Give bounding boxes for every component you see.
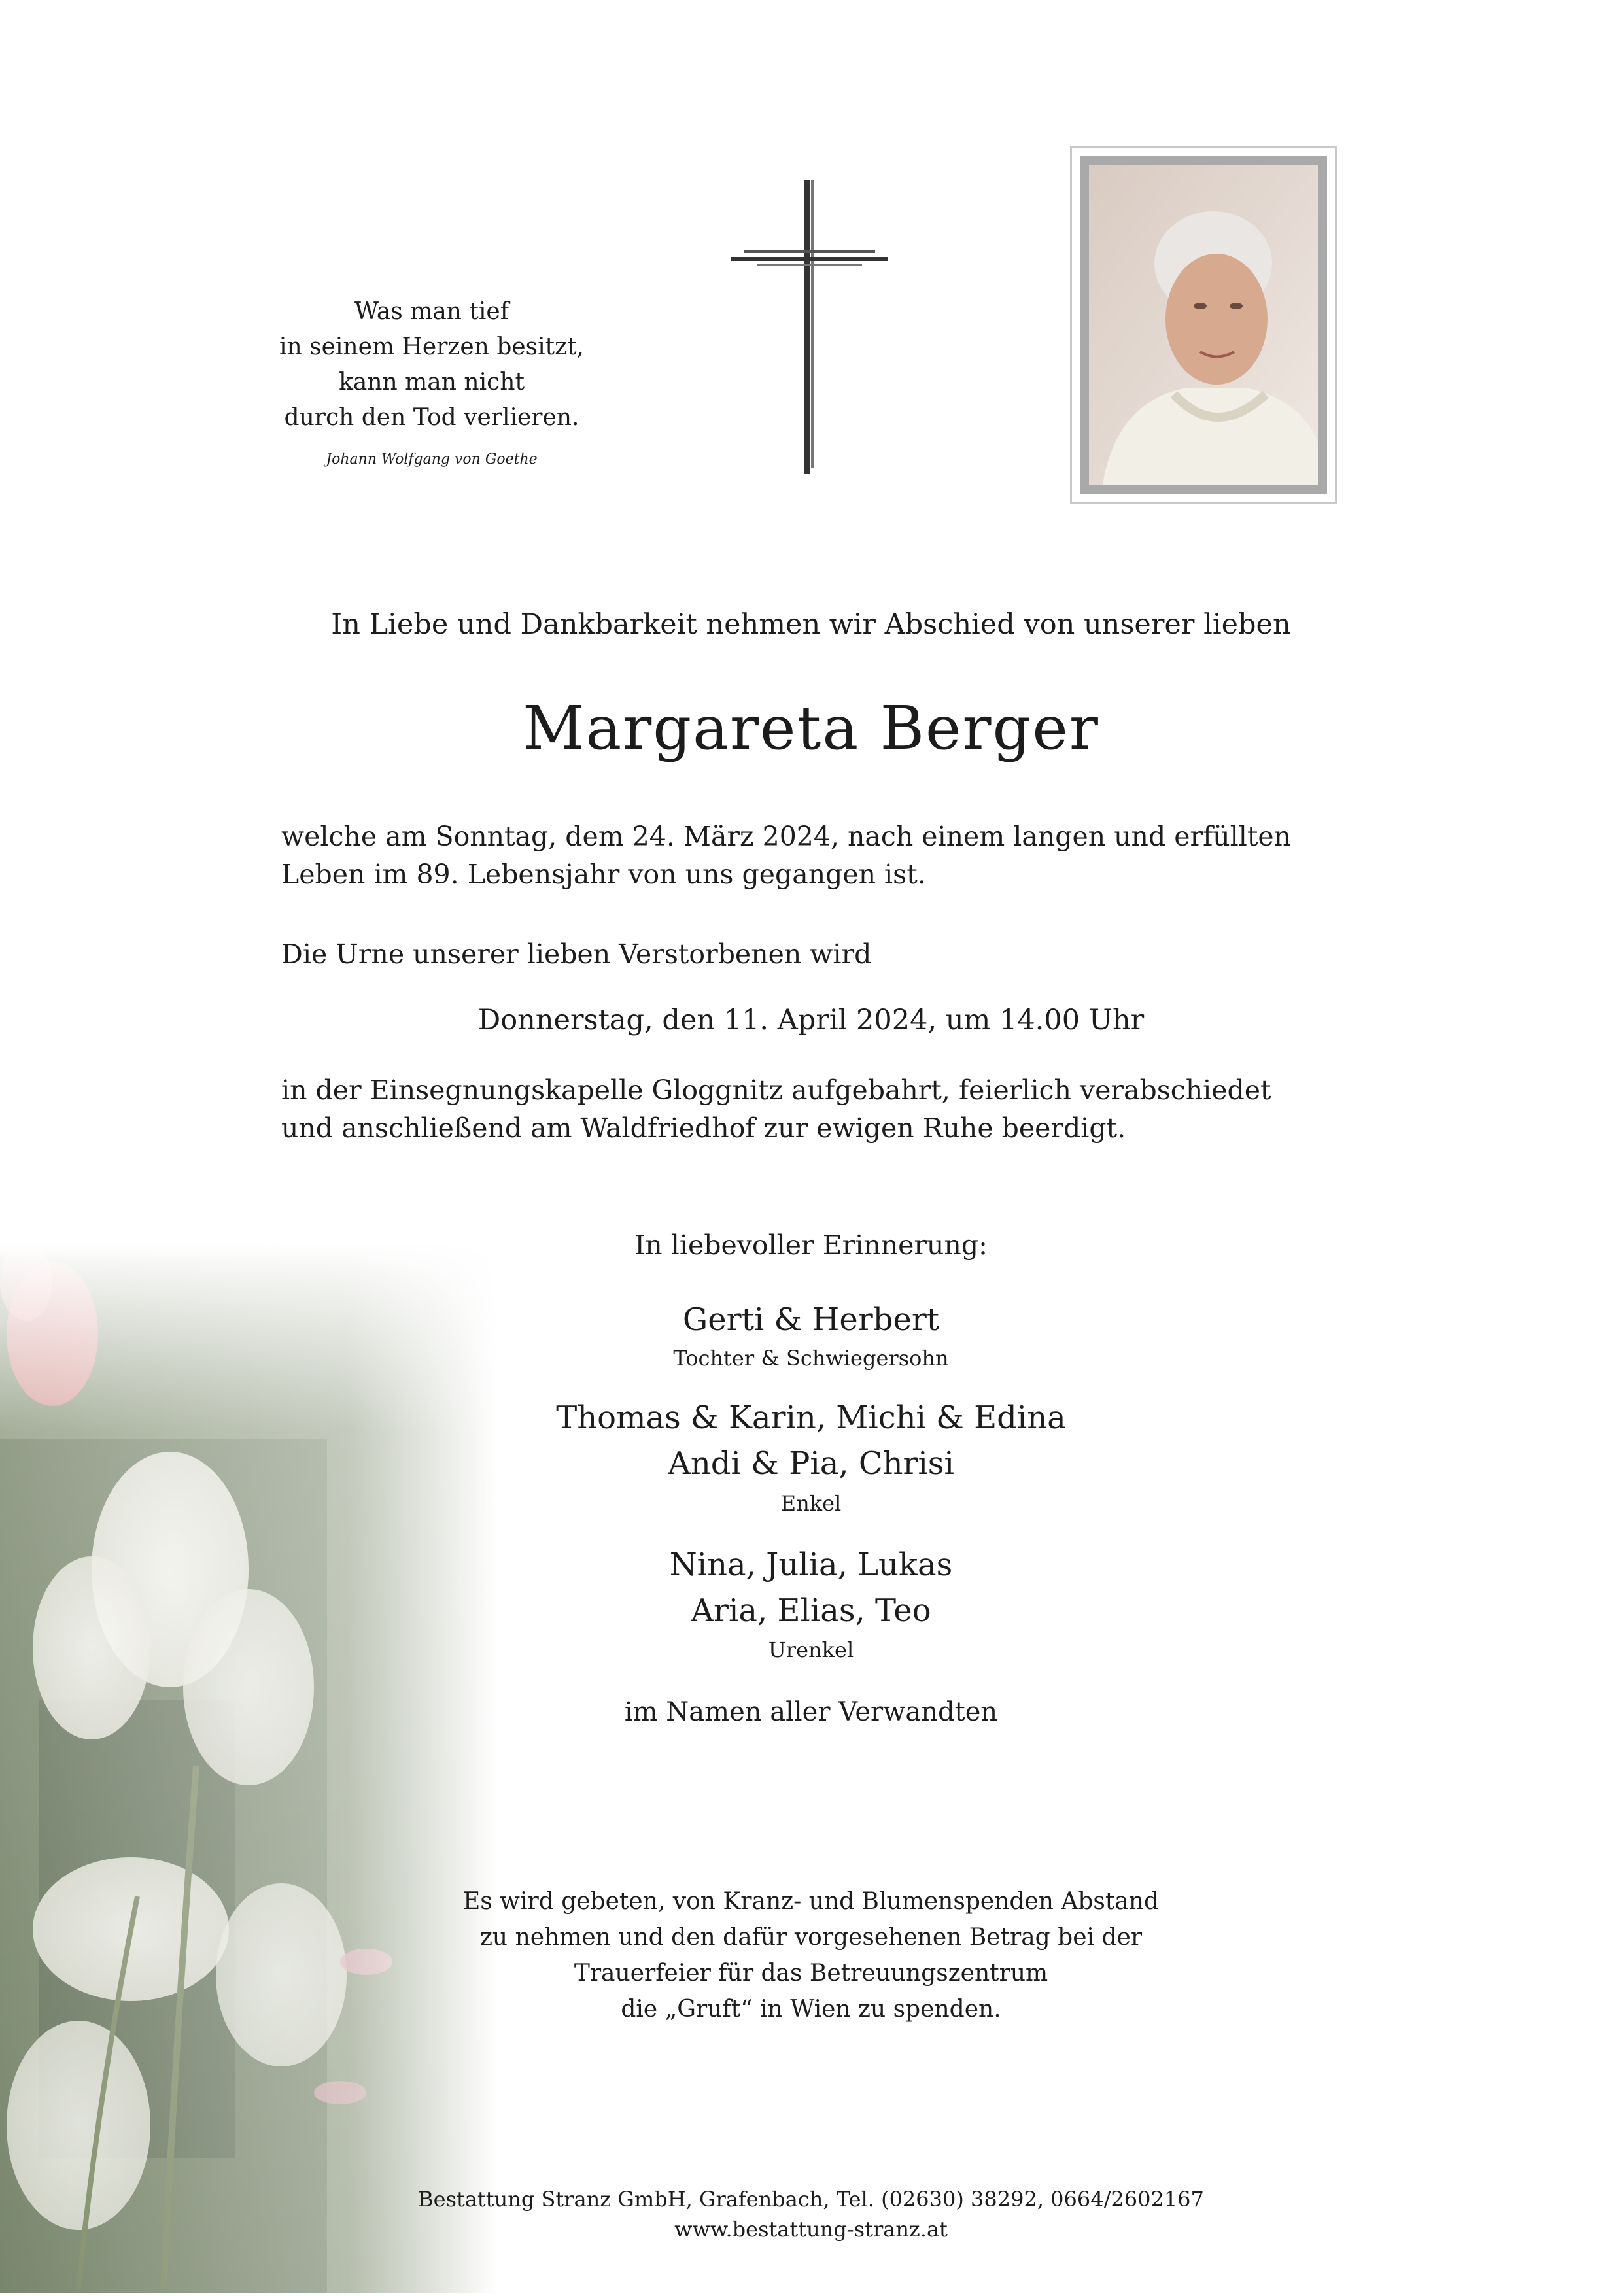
family-relation: Enkel [780, 1491, 842, 1516]
death-notice [281, 817, 1393, 893]
quote-block [249, 294, 615, 477]
ceremony-date: Donnerstag, den 11. April 2024, um 14.00 Uhr [477, 1004, 1145, 1037]
death-notice-line: welche am Sonntag, dem 24. März 2024, nach einem langen und erfüllten [281, 821, 1292, 852]
remembrance-heading: In liebevoller Erinnerung: [634, 1229, 988, 1261]
footer-company: Bestattung Stranz GmbH, Grafenbach, Tel. (02630) 38292, 0664/2602167 [418, 2187, 1204, 2212]
family-names: Andi & Pia, Chrisi [668, 1445, 954, 1482]
deceased-name: Margareta Berger [523, 693, 1099, 763]
donation-request [288, 1883, 1334, 2027]
family-names: Aria, Elias, Teo [691, 1592, 931, 1629]
family-relation: Urenkel [768, 1637, 854, 1662]
ceremony-place-line: und anschließend am Waldfriedhof zur ewigen Ruhe beerdigt. [281, 1112, 1126, 1144]
donation-request-line: zu nehmen und den dafür vorgesehenen Betrag bei der [479, 1924, 1143, 1951]
footer [288, 2184, 1334, 2244]
ceremony-place [281, 1071, 1393, 1147]
family-names: Thomas & Karin, Michi & Edina [556, 1399, 1066, 1436]
quote-line: Was man tief [354, 298, 509, 325]
family-names: Nina, Julia, Lukas [669, 1547, 953, 1583]
donation-request-line: Es wird gebeten, von Kranz- und Blumenspenden Abstand [462, 1888, 1160, 1915]
quote-line: durch den Tod verlieren. [284, 404, 579, 431]
death-notice-line: Leben im 89. Lebensjahr von uns gegangen ist. [281, 859, 926, 890]
urn-intro: Die Urne unserer lieben Verstorbenen wird [281, 938, 872, 970]
intro-text: In Liebe und Dankbarkeit nehmen wir Abschied von unserer lieben [331, 608, 1291, 641]
family-relation: Tochter & Schwiegersohn [673, 1346, 949, 1371]
donation-request-line: Trauerfeier für das Betreuungszentrum [574, 1960, 1048, 1987]
donation-request-line: die „Gruft“ in Wien zu spenden. [621, 1996, 1001, 2023]
family-names: Gerti & Herbert [682, 1301, 940, 1338]
footer-website[interactable]: www.bestattung-stranz.at [674, 2217, 948, 2242]
quote-line: in seinem Herzen besitzt, [279, 334, 584, 360]
cross-icon [731, 180, 888, 474]
closing-line: im Namen aller Verwandten [624, 1697, 998, 1727]
quote-author: Johann Wolfgang von Goethe [326, 451, 538, 468]
ceremony-place-line: in der Einsegnungskapelle Gloggnitz aufgebahrt, feierlich verabschiedet [281, 1074, 1271, 1106]
quote-line: kann man nicht [339, 369, 525, 396]
portrait-photo [1070, 146, 1337, 504]
